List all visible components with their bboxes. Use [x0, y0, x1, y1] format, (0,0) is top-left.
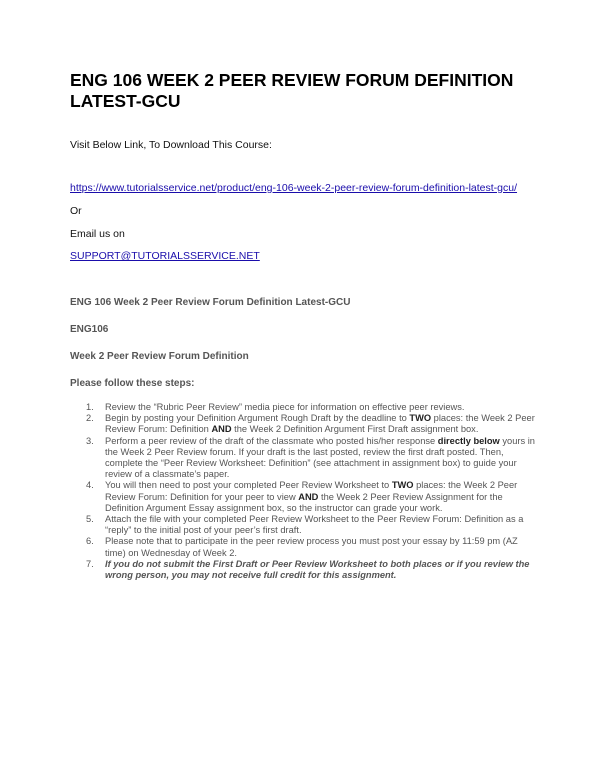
- support-email-link[interactable]: SUPPORT@TUTORIALSSERVICE.NET: [70, 250, 260, 262]
- email-link-line: [70, 250, 260, 263]
- step-item: 5. Attach the file with your completed Peer Review Worksheet to the Peer Review Forum: Definition as a “reply” to the initial post of your peer’s first draft.: [86, 514, 524, 536]
- steps-heading: Please follow these steps:: [70, 378, 195, 389]
- step-item: 6. Please note that to participate in the peer review process you must post your essay by 11:59 pm (AZ time) on Wednesday of Week 2.: [86, 536, 518, 558]
- course-code: ENG106: [70, 324, 109, 335]
- step-item: 3. Perform a peer review of the draft of the classmate who posted his/her response directly below yours in the Week 2 Peer Review forum. If your draft is the last posted, review the first draft posted. Then, complete the “Peer Review Worksheet: Definition” (see attachment in assignment box) to guide your review of a classmate’s paper.: [86, 435, 535, 480]
- course-link-line: [70, 182, 517, 195]
- step-item: 2. Begin by posting your Definition Argument Rough Draft by the deadline to TWO places: the Week 2 Peer Review Forum: Definition AND the Week 2 Definition Argument First Draft assignment box.: [86, 413, 535, 435]
- step-item: 1. Review the “Rubric Peer Review” media piece for information on effective peer reviews.: [86, 402, 465, 412]
- step-item-warning: 7. If you do not submit the First Draft or Peer Review Worksheet to both places or if you review the wrong person, you may not receive full credit for this assignment.: [86, 558, 530, 581]
- step-item: 4. You will then need to post your completed Peer Review Worksheet to TWO places: the Week 2 Peer Review Forum: Definition for your peer to view AND the Week 2 Peer Review Assignment for the Definition Argument Essay assignment box, so the instructor can grade your work.: [86, 480, 518, 513]
- course-download-link[interactable]: https://www.tutorialsservice.net/product/eng-106-week-2-peer-review-forum-definition-latest-gcu/: [70, 182, 518, 194]
- download-intro: Visit Below Link, To Download This Course:: [70, 139, 272, 151]
- document-title: ENG 106 WEEK 2 PEER REVIEW FORUM DEFINITION LATEST-GCU: [70, 70, 514, 111]
- content-subheading: Week 2 Peer Review Forum Definition: [70, 351, 249, 362]
- or-text: Or: [70, 205, 82, 217]
- content-heading: ENG 106 Week 2 Peer Review Forum Definition Latest-GCU: [70, 297, 351, 308]
- email-intro: Email us on: [70, 228, 125, 240]
- steps-list: [70, 402, 540, 581]
